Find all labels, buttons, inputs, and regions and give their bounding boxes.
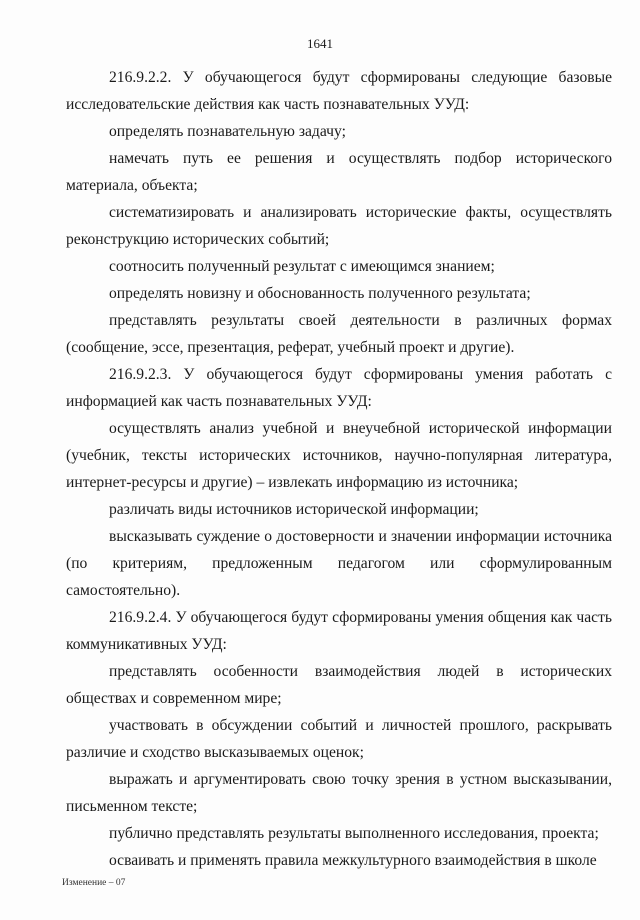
paragraph: 216.9.2.4. У обучающегося будут сформированы умения общения как часть коммуникативных УУД: <box>66 609 612 653</box>
paragraph: выражать и аргументировать свою точку зрения в устном высказывании, письменном тексте; <box>66 771 612 815</box>
paragraph: определять новизну и обоснованность полученного результата; <box>109 285 531 302</box>
paragraph: определять познавательную задачу; <box>109 123 346 140</box>
page-number: 1641 <box>307 36 333 51</box>
paragraph: участвовать в обсуждении событий и личностей прошлого, раскрывать различие и сходство высказываемых оценок; <box>66 717 612 761</box>
footer-revision-note: Изменение – 07 <box>62 878 126 888</box>
paragraph: осуществлять анализ учебной и внеучебной исторической информации (учебник, тексты исторических источников, научно-популярная литература, интернет-ресурсы и другие) – извлекать информацию из источника; <box>66 420 612 491</box>
paragraph: соотносить полученный результат с имеющимся знанием; <box>109 258 495 275</box>
paragraph: представлять особенности взаимодействия людей в исторических обществах и современном мире; <box>66 663 612 707</box>
paragraph: высказывать суждение о достоверности и значении информации источника (по критериям, предложенным педагогом или сформулированным самостоятельно). <box>66 528 612 599</box>
paragraph: осваивать и применять правила межкультурного взаимодействия в школе <box>109 852 597 869</box>
paragraph: систематизировать и анализировать исторические факты, осуществлять реконструкцию исторических событий; <box>66 204 612 248</box>
paragraph: намечать путь ее решения и осуществлять подбор исторического материала, объекта; <box>66 150 612 194</box>
paragraph: 216.9.2.3. У обучающегося будут сформированы умения работать с информацией как часть познавательных УУД: <box>66 366 612 410</box>
paragraph: различать виды источников исторической информации; <box>109 501 479 518</box>
paragraph: представлять результаты своей деятельности в различных формах (сообщение, эссе, презентация, реферат, учебный проект и другие). <box>66 312 612 356</box>
document-body <box>66 64 612 874</box>
paragraph: 216.9.2.2. У обучающегося будут сформированы следующие базовые исследовательские действия как часть познавательных УУД: <box>66 69 612 113</box>
paragraph: публично представлять результаты выполненного исследования, проекта; <box>109 825 599 842</box>
